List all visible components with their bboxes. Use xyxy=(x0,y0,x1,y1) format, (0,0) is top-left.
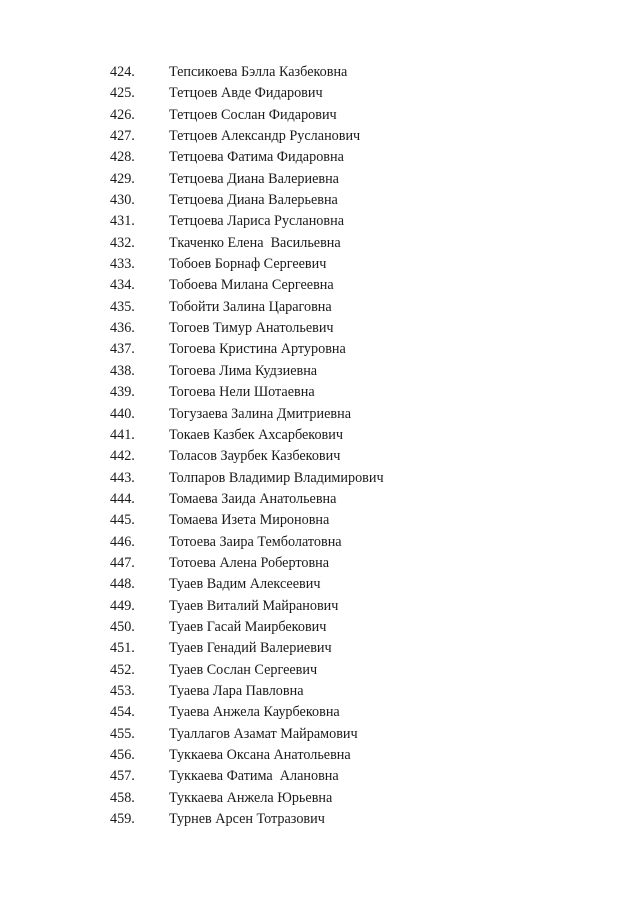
person-name: Туаев Виталий Майранович xyxy=(169,597,339,614)
list-item xyxy=(0,211,640,232)
list-item xyxy=(0,468,640,489)
item-number: 436. xyxy=(110,320,135,337)
item-number: 437. xyxy=(110,341,135,358)
list-item xyxy=(0,702,640,723)
person-name: Тетцоева Диана Валериевна xyxy=(169,170,339,187)
item-number: 449. xyxy=(110,597,135,614)
item-number: 428. xyxy=(110,149,135,166)
person-name: Туккаева Анжела Юрьевна xyxy=(169,789,333,806)
item-number: 429. xyxy=(110,170,135,187)
list-item xyxy=(0,574,640,595)
person-name: Тогоева Нели Шотаевна xyxy=(169,384,315,401)
item-number: 440. xyxy=(110,405,135,422)
list-item xyxy=(0,425,640,446)
list-item xyxy=(0,169,640,190)
item-number: 427. xyxy=(110,128,135,145)
list-item xyxy=(0,254,640,275)
person-name: Толпаров Владимир Владимирович xyxy=(169,469,384,486)
list-item xyxy=(0,233,640,254)
list-item xyxy=(0,489,640,510)
list-item xyxy=(0,532,640,553)
person-name: Туккаева Фатима Алановна xyxy=(169,768,339,785)
list-item xyxy=(0,724,640,745)
item-number: 444. xyxy=(110,490,135,507)
item-number: 435. xyxy=(110,298,135,315)
person-name: Тетцоева Фатима Фидаровна xyxy=(169,149,344,166)
person-name: Тотоева Заира Темболатовна xyxy=(169,533,342,550)
list-item xyxy=(0,788,640,809)
item-number: 438. xyxy=(110,362,135,379)
list-item xyxy=(0,681,640,702)
item-number: 439. xyxy=(110,384,135,401)
item-number: 424. xyxy=(110,64,135,80)
item-number: 445. xyxy=(110,512,135,529)
list-item xyxy=(0,446,640,467)
person-name: Туаев Гасай Маирбекович xyxy=(169,618,327,635)
item-number: 425. xyxy=(110,85,135,102)
item-number: 455. xyxy=(110,725,135,742)
list-item xyxy=(0,83,640,104)
person-name: Тетцоев Сослан Фидарович xyxy=(169,106,337,123)
item-number: 441. xyxy=(110,426,135,443)
person-name: Туаев Генадий Валериевич xyxy=(169,640,332,657)
list-item xyxy=(0,809,640,830)
list-item xyxy=(0,126,640,147)
person-name: Толасов Заурбек Казбекович xyxy=(169,448,341,465)
person-name: Тотоева Алена Робертовна xyxy=(169,554,330,571)
item-number: 430. xyxy=(110,192,135,209)
item-number: 454. xyxy=(110,704,135,721)
person-name: Тобоев Борнаф Сергеевич xyxy=(169,256,327,273)
item-number: 456. xyxy=(110,747,135,763)
person-name: Туаллагов Азамат Майрамович xyxy=(169,725,358,742)
person-name: Турнев Арсен Тотразович xyxy=(169,811,325,828)
item-number: 433. xyxy=(110,256,135,273)
list-item xyxy=(0,660,640,681)
item-number: 434. xyxy=(110,277,135,294)
person-name: Тетцоева Диана Валерьевна xyxy=(169,192,338,209)
person-name: Туаева Лара Павловна xyxy=(169,682,304,699)
name-list xyxy=(0,62,640,830)
list-item xyxy=(0,297,640,318)
list-item xyxy=(0,62,640,83)
item-number: 457. xyxy=(110,768,135,785)
person-name: Томаева Заида Анатольевна xyxy=(169,490,337,507)
person-name: Тепсикоева Бэлла Казбековна xyxy=(169,64,348,80)
item-number: 453. xyxy=(110,682,135,699)
person-name: Тогоева Кристина Артуровна xyxy=(169,341,346,358)
item-number: 443. xyxy=(110,469,135,486)
list-item xyxy=(0,596,640,617)
person-name: Тогузаева Залина Дмитриевна xyxy=(169,405,351,422)
list-item xyxy=(0,617,640,638)
item-number: 448. xyxy=(110,576,135,593)
person-name: Тетцоева Лариса Руслановна xyxy=(169,213,344,230)
item-number: 446. xyxy=(110,533,135,550)
list-item xyxy=(0,190,640,211)
item-number: 431. xyxy=(110,213,135,230)
list-item xyxy=(0,745,640,766)
item-number: 452. xyxy=(110,661,135,678)
list-item xyxy=(0,105,640,126)
item-number: 451. xyxy=(110,640,135,657)
item-number: 442. xyxy=(110,448,135,465)
item-number: 458. xyxy=(110,789,135,806)
item-number: 426. xyxy=(110,106,135,123)
person-name: Тетцоев Авде Фидарович xyxy=(169,85,323,102)
item-number: 459. xyxy=(110,811,135,828)
list-item xyxy=(0,766,640,787)
person-name: Томаева Изета Мироновна xyxy=(169,512,330,529)
item-number: 447. xyxy=(110,554,135,571)
person-name: Туаев Сослан Сергеевич xyxy=(169,661,318,678)
person-name: Тобойти Залина Цараговна xyxy=(169,298,332,315)
list-item xyxy=(0,382,640,403)
person-name: Тетцоев Александр Русланович xyxy=(169,128,361,145)
list-item xyxy=(0,510,640,531)
item-number: 450. xyxy=(110,618,135,635)
item-number: 432. xyxy=(110,234,135,251)
list-item xyxy=(0,339,640,360)
list-item xyxy=(0,404,640,425)
person-name: Тобоева Милана Сергеевна xyxy=(169,277,334,294)
person-name: Токаев Казбек Ахсарбекович xyxy=(169,426,343,443)
list-item xyxy=(0,361,640,382)
person-name: Туккаева Оксана Анатольевна xyxy=(169,747,351,763)
list-item xyxy=(0,553,640,574)
list-item xyxy=(0,638,640,659)
list-item xyxy=(0,275,640,296)
person-name: Ткаченко Елена Васильевна xyxy=(169,234,341,251)
person-name: Тогоев Тимур Анатольевич xyxy=(169,320,334,337)
person-name: Туаева Анжела Каурбековна xyxy=(169,704,340,721)
list-item xyxy=(0,147,640,168)
list-item xyxy=(0,318,640,339)
person-name: Тогоева Лима Кудзиевна xyxy=(169,362,318,379)
person-name: Туаев Вадим Алексеевич xyxy=(169,576,321,593)
